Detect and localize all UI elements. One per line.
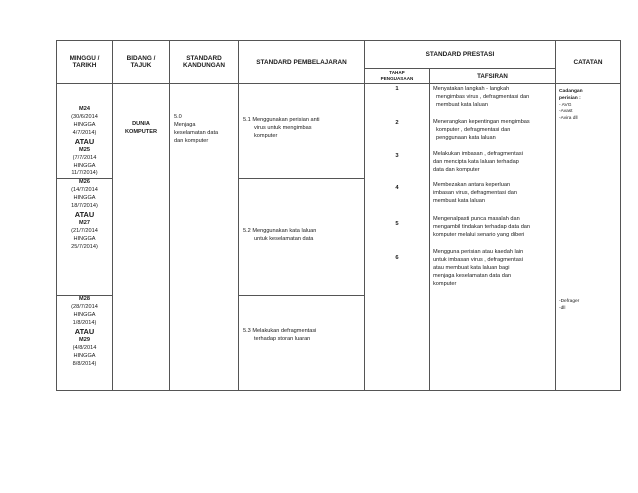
tafsiran-line: membuat kata laluan bbox=[436, 101, 488, 108]
header-tarikh: TARIKH bbox=[72, 62, 97, 69]
sk-line: dan komputer bbox=[174, 138, 209, 145]
week-date: (21/7/2014 bbox=[71, 227, 98, 234]
tahap-level-6: 6 bbox=[395, 255, 399, 261]
tafsiran-item-4 bbox=[433, 182, 555, 206]
standard-kandungan-cell bbox=[170, 84, 239, 391]
header-minggu: MINGGU / bbox=[69, 55, 100, 62]
tafsiran-item-3 bbox=[433, 151, 555, 175]
tahap-level-3: 3 bbox=[395, 153, 399, 159]
catatan-cell bbox=[556, 84, 621, 391]
week-date: HINGGA bbox=[73, 352, 96, 359]
tafsiran-line: Menyatakan langkah - langkah bbox=[433, 86, 510, 92]
tafsiran-line: Melakukan imbasan , defragmentasi bbox=[433, 150, 523, 157]
week-date: 11/7/2014) bbox=[71, 170, 98, 177]
week-date: 4/7/2014) bbox=[72, 129, 97, 136]
week-date: 1/8/2014) bbox=[72, 320, 97, 327]
tahap-level-2: 2 bbox=[395, 120, 399, 126]
header-penguasaan: PENGUASAAN bbox=[380, 76, 414, 81]
lesson-plan-document bbox=[56, 40, 620, 391]
sp-line: untuk keselamatan data bbox=[254, 236, 314, 243]
week-date: HINGGA bbox=[73, 162, 96, 169]
tafsiran-item-5 bbox=[433, 216, 555, 240]
catatan-heading: perisian : bbox=[559, 95, 581, 101]
week-atau: ATAU bbox=[74, 327, 95, 337]
header-tahap-penguasaan bbox=[365, 69, 430, 84]
tafsiran-cell bbox=[430, 84, 556, 391]
sp-line: komputer bbox=[254, 133, 278, 140]
tafsiran-line: Mengenalpasti punca masalah dan bbox=[433, 216, 520, 223]
tafsiran-line: mengimbas virus , defragmentasi dan bbox=[436, 93, 530, 100]
catatan-item: - AVG bbox=[559, 102, 572, 108]
table-row bbox=[57, 84, 621, 179]
catatan-item: -Avira dll bbox=[559, 116, 578, 122]
standard-pembelajaran-cell-3 bbox=[239, 296, 365, 391]
header-standard-kandungan bbox=[170, 41, 239, 84]
week-date: 25/7/2014) bbox=[71, 243, 98, 250]
week-date: (30/6/2014 bbox=[71, 113, 98, 120]
header-standard: STANDARD bbox=[186, 55, 222, 62]
header-standard-prestasi: STANDARD PRESTASI bbox=[365, 41, 556, 69]
tahap-level-1: 1 bbox=[395, 86, 399, 92]
tahap-cell bbox=[365, 84, 430, 391]
week-date: HINGGA bbox=[73, 195, 96, 202]
bidang-line: DUNIA bbox=[132, 121, 150, 127]
week-date: (14/7/2014 bbox=[71, 187, 98, 194]
bidang-cell bbox=[113, 84, 170, 391]
week-date: 8/8/2014) bbox=[72, 360, 97, 367]
tahap-level-5: 5 bbox=[395, 221, 399, 227]
standard-pembelajaran-cell-2 bbox=[239, 179, 365, 296]
tahap-level-4: 4 bbox=[395, 185, 399, 191]
catatan-item: -Avast bbox=[559, 109, 573, 115]
header-bidang: BIDANG / bbox=[126, 55, 156, 62]
tafsiran-item-1 bbox=[433, 86, 555, 110]
sk-line: 5.0 bbox=[174, 114, 182, 120]
week-code: M28 bbox=[79, 296, 90, 303]
sp-line: 5.2 Menggunakan kata laluan bbox=[243, 228, 317, 235]
lesson-plan-table bbox=[56, 40, 621, 391]
tafsiran-line: data dan komputer bbox=[433, 166, 480, 173]
standard-pembelajaran-cell-1 bbox=[239, 84, 365, 179]
catatan-item: -Defrager bbox=[559, 298, 580, 304]
tafsiran-line: untuk imbasan virus , defragmentasi bbox=[433, 257, 523, 263]
tafsiran-line: membuat kata laluan bbox=[433, 198, 485, 205]
header-row bbox=[57, 41, 621, 69]
tafsiran-item-2 bbox=[433, 119, 555, 143]
tafsiran-line: menjaga keselamatan data dan bbox=[433, 272, 512, 279]
sp-line: 5.1 Menggunakan perisian anti bbox=[243, 117, 320, 123]
week-date: HINGGA bbox=[73, 121, 96, 128]
header-minggu-tarikh bbox=[57, 41, 113, 84]
catatan-item: -dll bbox=[559, 305, 566, 311]
header-catatan: CATATAN bbox=[556, 41, 621, 84]
tafsiran-line: atau membuat kata laluan bagi bbox=[433, 264, 510, 271]
sk-line: Menjaga bbox=[174, 122, 196, 129]
week-date: (7/7/2014 bbox=[72, 154, 97, 161]
week-date: (28/7/2014 bbox=[71, 304, 98, 311]
week-date: HINGGA bbox=[73, 312, 96, 319]
header-bidang-tajuk bbox=[113, 41, 170, 84]
week-atau: ATAU bbox=[74, 136, 95, 146]
week-atau: ATAU bbox=[74, 210, 95, 220]
tafsiran-line: penggunaan kata laluan bbox=[436, 134, 496, 141]
tafsiran-line: komputer melalui senario yang diberi bbox=[433, 232, 525, 239]
week-code: M27 bbox=[79, 220, 90, 226]
bidang-line: KOMPUTER bbox=[124, 128, 157, 135]
week-code: M29 bbox=[79, 337, 90, 343]
sp-line: virus untuk mengimbas bbox=[254, 125, 312, 132]
tafsiran-line: Mengguna perisian atau kaedah lain bbox=[433, 249, 524, 256]
tafsiran-line: komputer bbox=[433, 280, 457, 287]
week-date: (4/8/2014 bbox=[72, 344, 97, 351]
header-kandungan: KANDUNGAN bbox=[183, 62, 225, 69]
week-code: M24 bbox=[79, 106, 90, 112]
tafsiran-item-6 bbox=[433, 249, 555, 289]
week-cell-1 bbox=[57, 84, 113, 179]
header-tajuk: TAJUK bbox=[130, 62, 152, 69]
header-tahap: TAHAP bbox=[389, 70, 405, 76]
tafsiran-line: dan mencipta kata laluan terhadap bbox=[433, 158, 519, 165]
week-cell-2 bbox=[57, 179, 113, 296]
week-code: M25 bbox=[79, 146, 90, 153]
header-tafsiran: TAFSIRAN bbox=[430, 69, 556, 84]
week-cell-3 bbox=[57, 296, 113, 391]
sp-line: 5.3 Melakukan defragmentasi bbox=[243, 328, 317, 335]
tafsiran-line: Membezakan antara keperluan bbox=[433, 182, 511, 189]
tafsiran-line: komputer , defragmentasi dan bbox=[436, 126, 511, 133]
week-code: M26 bbox=[79, 179, 90, 186]
week-date: HINGGA bbox=[73, 235, 96, 242]
catatan-heading: Cadangan bbox=[559, 89, 583, 94]
week-date: 18/7/2014) bbox=[71, 203, 98, 210]
tafsiran-line: mengambil tindakan terhadap data dan bbox=[433, 224, 531, 231]
tafsiran-line: imbasan virus, defragmentasi dan bbox=[433, 190, 517, 197]
sp-line: terhadap storan luaran bbox=[254, 336, 311, 343]
tafsiran-line: Menerangkan kepentingan mengimbas bbox=[433, 118, 530, 125]
header-standard-pembelajaran: STANDARD PEMBELAJARAN bbox=[239, 41, 365, 84]
sk-line: keselamatan data bbox=[174, 130, 219, 137]
